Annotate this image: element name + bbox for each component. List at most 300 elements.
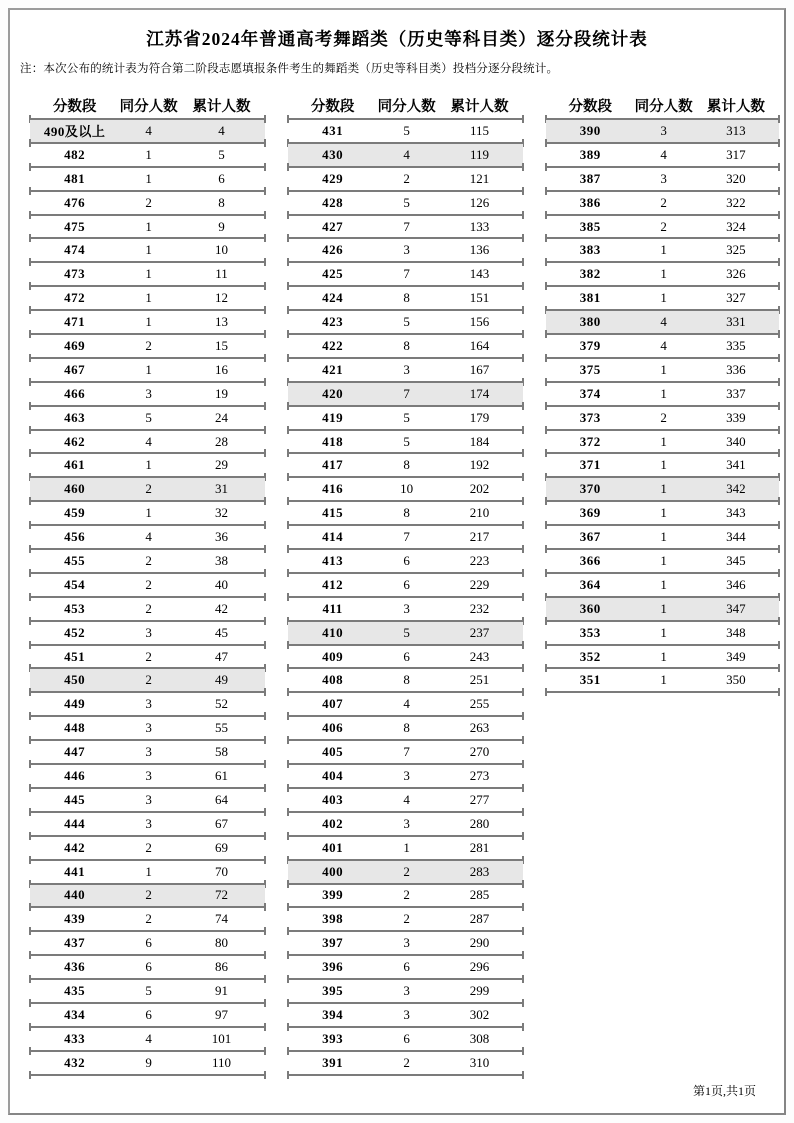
same-count-cell: 2 [403,1054,410,1070]
cumulative-cell: 19 [215,385,229,401]
same-count-cell: 1 [145,290,152,306]
cumulative-cell: 255 [469,696,490,712]
score-cell: 453 [64,600,86,616]
cumulative-cell: 49 [215,672,229,688]
score-cell: 449 [64,696,86,712]
cumulative-cell: 97 [215,1006,229,1022]
same-count-cell: 4 [145,1030,152,1046]
score-cell: 439 [64,911,86,927]
score-cell: 389 [579,146,601,162]
cumulative-cell: 42 [215,600,229,616]
same-count-cell: 2 [145,887,152,903]
score-cell: 448 [64,720,86,736]
table-row [546,168,779,192]
table-row [288,932,523,956]
cumulative-cell: 302 [469,1006,490,1022]
same-count-cell: 5 [403,314,410,330]
score-cell: 452 [64,624,86,640]
table-row [546,431,779,455]
score-cell: 436 [64,959,86,975]
same-count-cell: 1 [660,552,667,568]
same-count-cell: 2 [403,887,410,903]
cumulative-cell: 324 [726,218,746,234]
table-row [30,669,265,693]
cumulative-cell: 341 [726,457,746,473]
score-cell: 430 [322,146,344,162]
cumulative-cell: 101 [211,1030,232,1046]
same-count-cell: 4 [660,146,667,162]
table-row [546,646,779,670]
same-count-cell: 8 [403,672,410,688]
same-count-cell: 1 [660,529,667,545]
same-count-cell: 4 [403,791,410,807]
table-row [546,120,779,144]
table-row [546,598,779,622]
same-count-cell: 8 [403,457,410,473]
cumulative-cell: 61 [215,767,229,783]
score-cell: 460 [64,481,86,497]
cumulative-cell: 80 [215,935,229,951]
same-count-cell: 3 [145,720,152,736]
table-row [30,646,265,670]
score-cell: 467 [64,361,86,377]
same-count-cell: 1 [145,457,152,473]
cumulative-cell: 345 [726,552,746,568]
same-count-cell: 5 [403,409,410,425]
same-count-cell: 2 [660,218,667,234]
table-row [30,908,265,932]
cumulative-cell: 322 [726,194,746,210]
cumulative-cell: 115 [470,122,490,138]
table-row [30,932,265,956]
score-cell: 418 [322,433,344,449]
table-row [288,431,523,455]
cumulative-cell: 281 [469,839,490,855]
score-cell: 416 [322,481,344,497]
cumulative-cell: 32 [215,505,229,521]
score-cell: 396 [322,959,344,975]
table-row [546,359,779,383]
cumulative-cell: 347 [726,600,746,616]
table-row [30,1004,265,1028]
score-cell: 387 [579,170,601,186]
table-row [30,1028,265,1052]
score-table-1 [30,92,265,1076]
table-row [288,311,523,335]
score-cell: 429 [322,170,344,186]
cumulative-cell: 310 [469,1054,490,1070]
cumulative-cell: 167 [469,361,490,377]
score-cell: 351 [579,672,601,688]
table-row [288,693,523,717]
cumulative-cell: 317 [726,146,746,162]
score-cell: 372 [579,433,601,449]
score-cell: 417 [322,457,344,473]
cumulative-cell: 4 [218,122,225,138]
same-count-cell: 5 [145,409,152,425]
table-row [30,431,265,455]
same-count-cell: 3 [403,935,410,951]
table-row [288,574,523,598]
page-title: 江苏省2024年普通高考舞蹈类（历史等科目类）逐分段统计表 [146,29,648,49]
table-row [546,502,779,526]
cumulative-cell: 290 [469,935,490,951]
cumulative-cell: 10 [215,242,229,258]
cumulative-cell: 343 [726,505,746,521]
same-count-cell: 1 [660,361,667,377]
score-cell: 423 [322,314,344,330]
cumulative-cell: 133 [469,218,490,234]
cumulative-cell: 31 [215,481,229,497]
cumulative-cell: 232 [469,600,490,616]
same-count-cell: 1 [660,433,667,449]
table-row [546,622,779,646]
cumulative-cell: 342 [726,481,746,497]
table-row [546,287,779,311]
score-cell: 391 [322,1054,344,1070]
cumulative-cell: 337 [726,385,746,401]
table-row [288,335,523,359]
score-cell: 444 [64,815,86,831]
table-row [30,765,265,789]
cumulative-cell: 91 [215,983,229,998]
cumulative-cell: 36 [215,529,229,545]
score-cell: 414 [322,529,344,545]
cumulative-cell: 349 [726,648,746,664]
cumulative-cell: 64 [215,791,229,807]
same-count-cell: 3 [403,600,410,616]
score-cell: 408 [322,672,344,688]
same-count-cell: 1 [403,839,410,855]
table-row [30,359,265,383]
score-cell: 352 [579,648,601,664]
same-count-cell: 3 [145,624,152,640]
table-row [30,717,265,741]
score-cell: 397 [322,935,344,951]
score-cell: 375 [579,361,601,377]
score-cell: 399 [322,887,344,903]
table-row [546,144,779,168]
cumulative-cell: 192 [469,457,490,473]
same-count-cell: 1 [660,576,667,592]
table-row [288,168,523,192]
cumulative-cell: 136 [469,242,490,258]
header-same-score-count: 同分人数 [377,98,436,115]
score-cell: 466 [64,385,86,401]
table-row [30,335,265,359]
same-count-cell: 4 [145,433,152,449]
same-count-cell: 8 [403,505,410,521]
cumulative-cell: 217 [469,529,490,545]
cumulative-cell: 16 [215,361,229,377]
same-count-cell: 4 [403,696,410,712]
same-count-cell: 3 [145,767,152,783]
score-cell: 471 [64,314,86,330]
table-row [546,574,779,598]
score-cell: 409 [322,648,344,664]
score-cell: 428 [322,194,344,210]
score-cell: 400 [322,863,344,879]
table-row [30,383,265,407]
cumulative-cell: 336 [726,361,746,377]
table-row [288,741,523,765]
same-count-cell: 1 [660,481,667,497]
same-count-cell: 3 [660,122,667,138]
same-count-cell: 6 [403,552,410,568]
score-cell: 425 [322,266,344,282]
table-row [288,216,523,240]
cumulative-cell: 283 [469,863,490,879]
same-count-cell: 1 [145,170,152,186]
score-cell: 405 [322,744,344,760]
cumulative-cell: 327 [726,290,746,306]
score-cell: 469 [64,337,86,353]
cumulative-cell: 126 [469,194,490,210]
table-row [30,144,265,168]
same-count-cell: 8 [403,720,410,736]
score-table-2 [288,92,523,1076]
same-count-cell: 8 [403,290,410,306]
score-cell: 461 [64,457,86,473]
score-cell: 462 [64,433,86,449]
cumulative-cell: 58 [215,744,229,760]
same-count-cell: 1 [145,314,152,330]
score-cell: 481 [64,170,86,186]
score-cell: 424 [322,290,344,306]
same-count-cell: 2 [145,552,152,568]
cumulative-cell: 38 [215,552,229,568]
same-count-cell: 2 [660,409,667,425]
score-cell: 394 [322,1006,344,1022]
table-row [288,980,523,1004]
score-cell: 474 [64,242,86,258]
same-count-cell: 3 [145,385,152,401]
same-count-cell: 2 [145,839,152,855]
table-row [288,646,523,670]
score-cell: 380 [579,314,601,330]
score-cell: 459 [64,505,86,521]
table-row [288,789,523,813]
cumulative-cell: 308 [469,1030,490,1046]
table-row [30,407,265,431]
table-row [288,192,523,216]
score-cell: 451 [64,648,86,664]
same-count-cell: 1 [660,505,667,521]
cumulative-cell: 40 [215,576,229,592]
score-cell: 395 [322,983,344,998]
table-row [30,598,265,622]
table-row [288,359,523,383]
same-count-cell: 6 [145,1006,152,1022]
cumulative-cell: 121 [469,170,490,186]
table-row [30,789,265,813]
same-count-cell: 1 [660,266,667,282]
table-row [30,120,265,144]
same-count-cell: 10 [400,481,414,497]
cumulative-cell: 287 [469,911,490,927]
table-row [30,693,265,717]
score-cell: 434 [64,1006,86,1022]
cumulative-cell: 151 [469,290,490,306]
score-cell: 432 [64,1054,86,1070]
table-row [288,598,523,622]
score-cell: 450 [64,672,86,688]
same-count-cell: 1 [145,146,152,162]
same-count-cell: 6 [403,648,410,664]
cumulative-cell: 326 [726,266,746,282]
table-row [30,861,265,885]
same-count-cell: 1 [145,863,152,879]
same-count-cell: 1 [660,242,667,258]
same-count-cell: 1 [145,505,152,521]
score-cell: 441 [64,863,86,879]
same-count-cell: 4 [145,529,152,545]
cumulative-cell: 273 [469,767,490,783]
cumulative-cell: 280 [469,815,490,831]
cumulative-cell: 12 [215,290,229,306]
score-cell: 401 [322,839,344,855]
same-count-cell: 3 [403,815,410,831]
score-cell: 456 [64,529,86,545]
score-cell: 426 [322,242,344,258]
score-cell: 353 [579,624,601,640]
table-row [288,837,523,861]
same-count-cell: 3 [660,170,667,186]
cumulative-cell: 119 [470,146,490,162]
note-text: 注：本次公布的统计表为符合第二阶段志愿填报条件考生的舞蹈类（历史等科目类）投档分逐分段统计。 [20,63,559,75]
same-count-cell: 3 [145,815,152,831]
table-row [30,956,265,980]
cumulative-cell: 52 [215,696,229,712]
same-count-cell: 1 [145,361,152,377]
score-cell: 413 [322,552,344,568]
table-row [288,478,523,502]
cumulative-cell: 223 [469,552,490,568]
table-row [546,526,779,550]
same-count-cell: 7 [403,744,410,760]
same-count-cell: 1 [660,648,667,664]
cumulative-cell: 45 [215,624,229,640]
same-count-cell: 4 [145,122,152,138]
tables-container [10,92,784,1076]
cumulative-cell: 237 [469,624,490,640]
score-cell: 455 [64,552,86,568]
table-row [546,407,779,431]
cumulative-cell: 277 [469,791,490,807]
table-row [30,502,265,526]
same-count-cell: 1 [660,600,667,616]
same-count-cell: 2 [145,481,152,497]
cumulative-cell: 6 [218,170,225,186]
score-cell: 406 [322,720,344,736]
same-count-cell: 7 [403,529,410,545]
same-count-cell: 3 [145,744,152,760]
same-count-cell: 1 [660,290,667,306]
table-row [288,669,523,693]
score-cell: 360 [579,600,601,616]
score-cell: 371 [579,457,601,473]
cumulative-cell: 251 [469,672,490,688]
score-cell: 386 [579,194,601,210]
cumulative-cell: 174 [469,385,490,401]
score-cell: 475 [64,218,86,234]
same-count-cell: 2 [145,911,152,927]
score-cell: 440 [64,887,86,903]
page-number: 第1页,共1页 [692,1084,756,1098]
same-count-cell: 2 [145,648,152,664]
same-count-cell: 3 [403,361,410,377]
table-row [30,311,265,335]
table-row [546,335,779,359]
score-cell: 390 [579,122,601,138]
table-header [546,92,779,118]
table-row [546,383,779,407]
cumulative-cell: 344 [726,529,746,545]
table-row [288,550,523,574]
same-count-cell: 1 [660,672,667,688]
table-row [288,717,523,741]
cumulative-cell: 13 [215,314,229,330]
table-row [30,287,265,311]
table-row [30,168,265,192]
score-cell: 463 [64,409,86,425]
cumulative-cell: 202 [469,481,490,497]
score-cell: 404 [322,767,344,783]
score-cell: 411 [322,600,343,616]
same-count-cell: 1 [145,242,152,258]
table-row [30,980,265,1004]
table-row [30,192,265,216]
same-count-cell: 8 [403,337,410,353]
same-count-cell: 6 [145,935,152,951]
table-row [546,192,779,216]
score-cell: 473 [64,266,86,282]
table-row [546,263,779,287]
same-count-cell: 2 [145,672,152,688]
table-row [288,1052,523,1076]
score-cell: 482 [64,146,86,162]
score-cell: 445 [64,791,86,807]
cumulative-cell: 210 [469,505,490,521]
score-cell: 382 [579,266,601,282]
score-cell: 412 [322,576,344,592]
score-cell: 370 [579,481,601,497]
header-same-score-count: 同分人数 [119,98,178,115]
same-count-cell: 2 [403,911,410,927]
table-row [30,741,265,765]
cumulative-cell: 164 [469,337,490,353]
cumulative-cell: 72 [215,887,229,903]
score-cell: 442 [64,839,86,855]
cumulative-cell: 229 [469,576,490,592]
cumulative-cell: 340 [726,433,746,449]
cumulative-cell: 15 [215,337,229,353]
score-cell: 407 [322,696,344,712]
cumulative-cell: 313 [726,122,746,138]
same-count-cell: 4 [660,314,667,330]
cumulative-cell: 29 [215,457,229,473]
same-count-cell: 5 [145,983,152,998]
score-cell: 454 [64,576,86,592]
same-count-cell: 4 [403,146,410,162]
cumulative-cell: 8 [218,194,225,210]
table-row [30,622,265,646]
score-cell: 420 [322,385,344,401]
score-cell: 415 [322,505,344,521]
score-cell: 403 [322,791,344,807]
table-row [546,550,779,574]
cumulative-cell: 339 [726,409,746,425]
